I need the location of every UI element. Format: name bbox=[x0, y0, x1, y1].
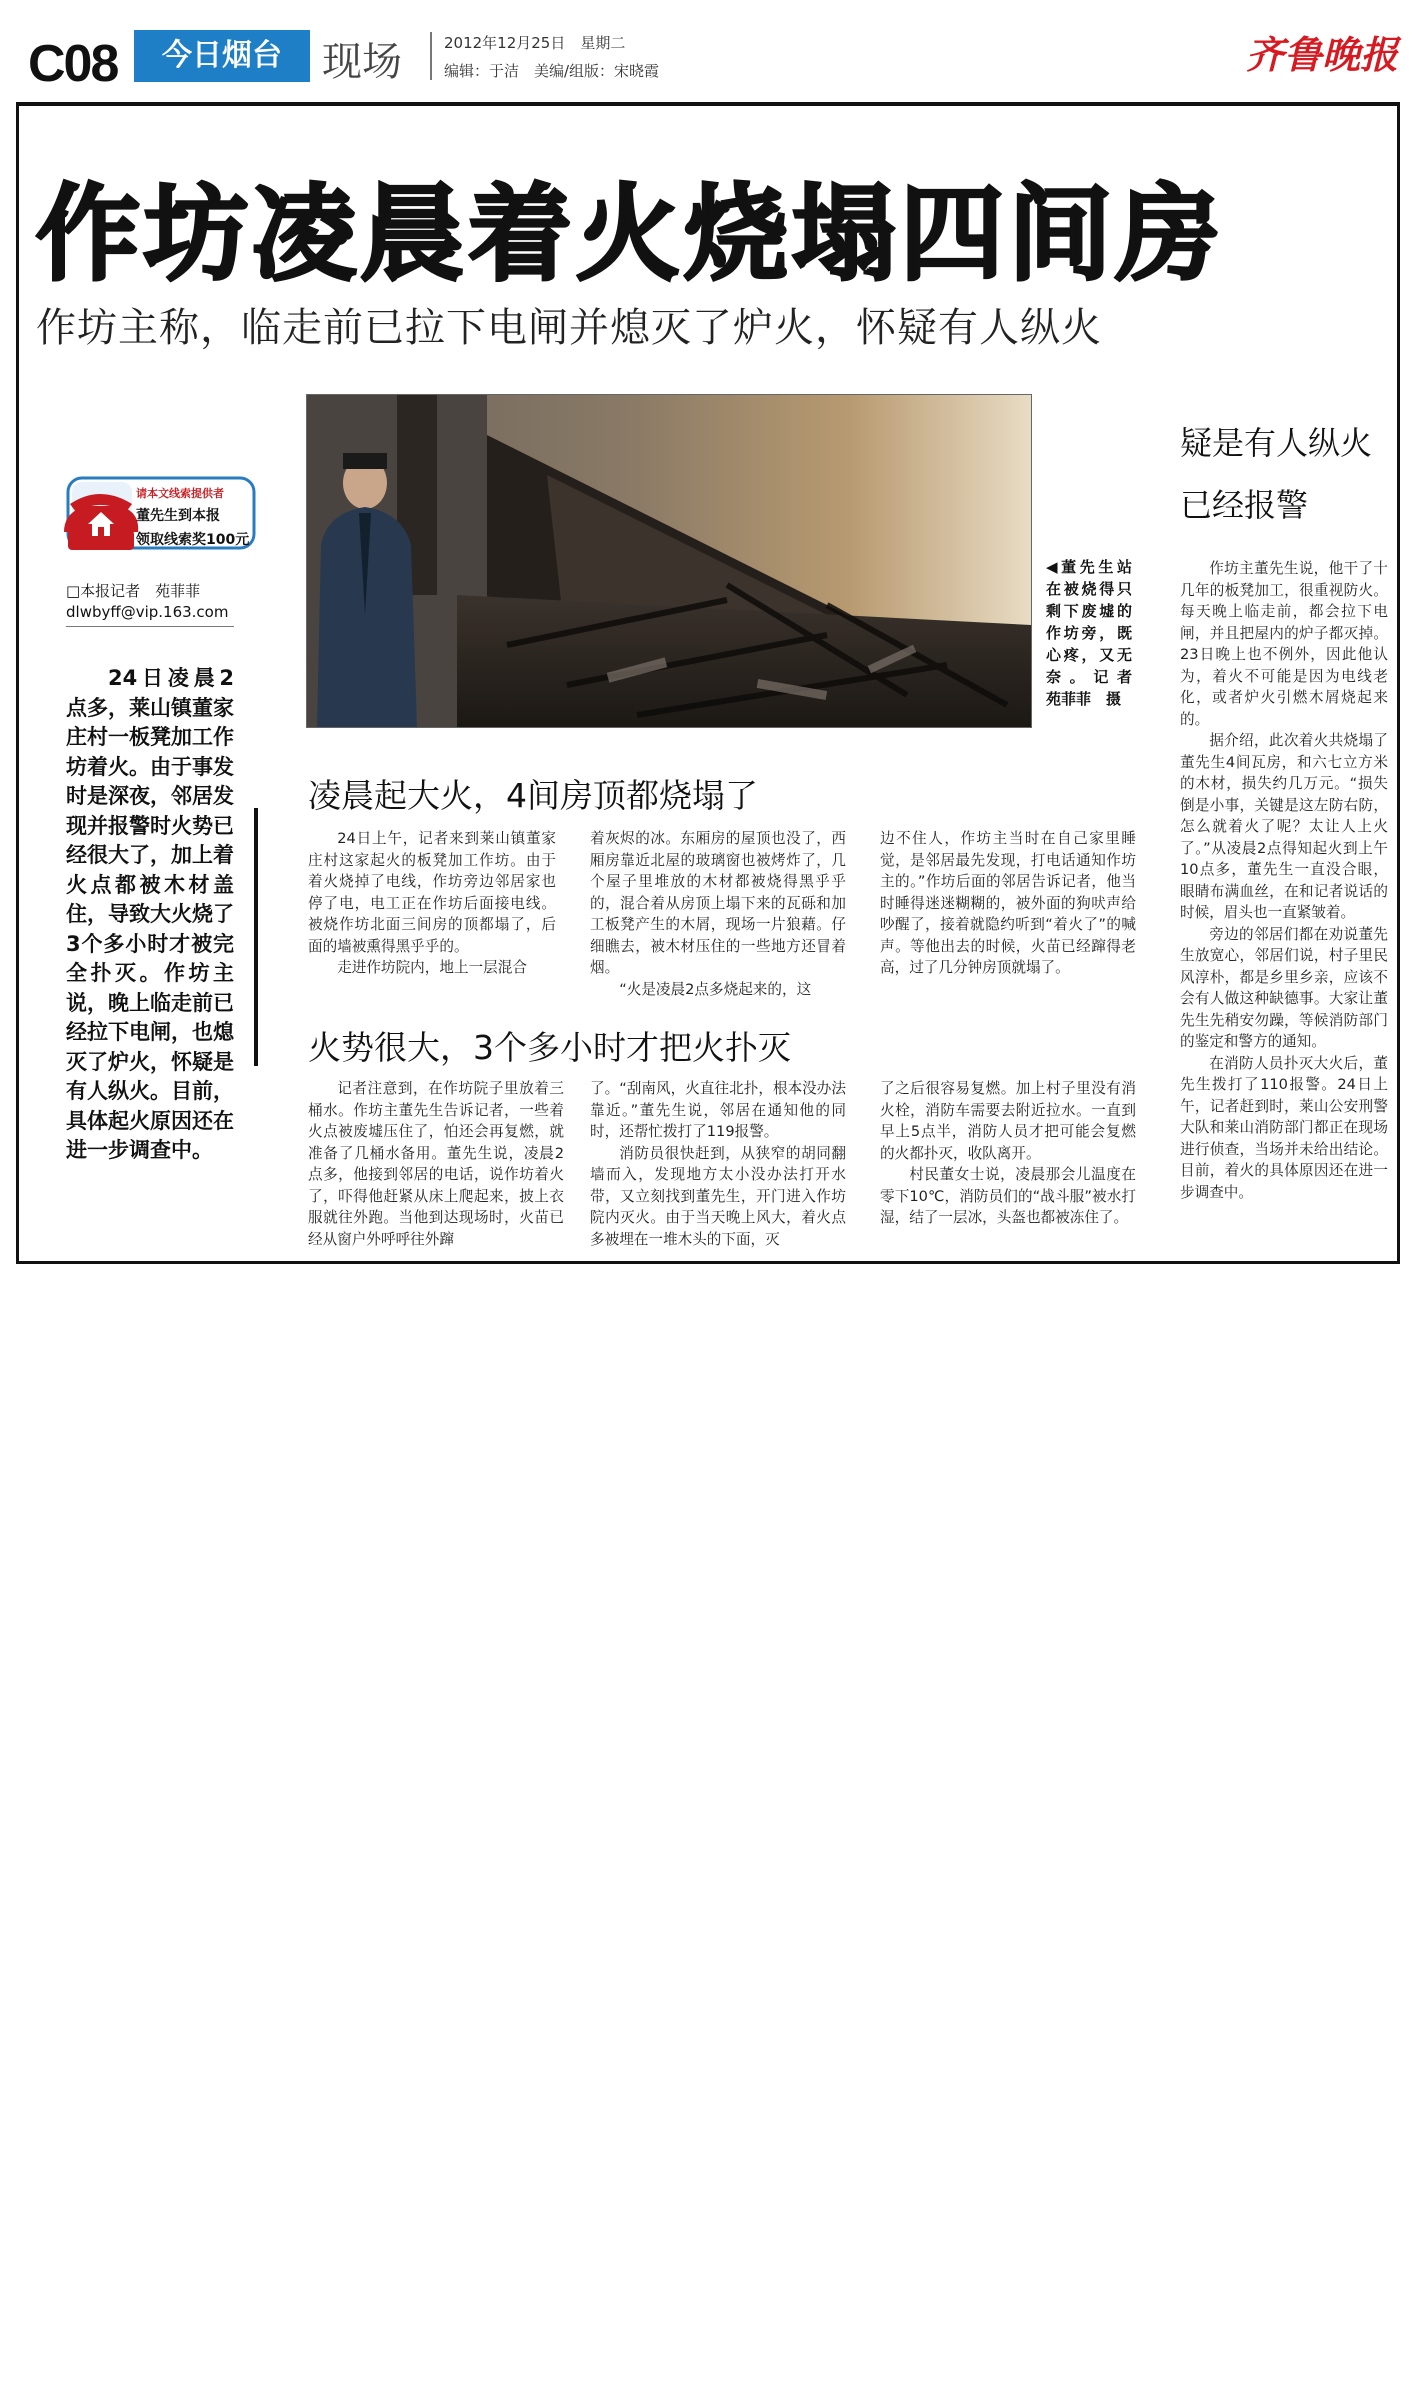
section-1-column-1 bbox=[308, 828, 556, 979]
paragraph: 据介绍，此次着火共烧塌了董先生4间瓦房，和六七立方米的木材，损失约几万元。“损失倒是小事，关键是这左防右防，怎么就着火了呢？太让人上火了。”从凌晨2点得知起火到上午10点多，董先生一直没合眼，眼睛布满血丝，在和记者说话的时候，眉头也一直紧皱着。 bbox=[1180, 732, 1388, 921]
paragraph: 旁边的邻居们都在劝说董先生放宽心，邻居们说，村子里民风淳朴，都是乡里乡亲，应该不会有人做这种缺德事。大家让董先生先稍安勿躁，等候消防部门的鉴定和警方的通知。 bbox=[1180, 925, 1388, 1050]
newspaper-logo: 齐鲁晚报 bbox=[1246, 32, 1399, 77]
page-number: C08 bbox=[28, 35, 118, 93]
lede-text: 24日凌晨2点多，莱山镇董家庄村一板凳加工作坊着火。由于事发时是深夜，邻居发现并报警时火势已经很大了，加上着火点都被木材盖住，导致大火烧了3个多小时才被完全扑灭。作坊主说，晚上临走前已经拉下电闸，也熄灭了炉火，怀疑是有人纵火。目前，具体起火原因还在进一步调查中。 bbox=[66, 666, 234, 1162]
sidebar-heading bbox=[1180, 412, 1372, 536]
section-1-column-3 bbox=[880, 828, 1136, 979]
editor-credits: 编辑：于洁 美编/组版：宋晓霞 bbox=[444, 62, 660, 80]
reporter-email: dlwbyff@vip.163.com bbox=[66, 603, 229, 621]
paragraph: 走进作坊院内，地上一层混合 bbox=[337, 959, 527, 976]
masthead-divider bbox=[430, 32, 432, 80]
byline-divider bbox=[66, 626, 234, 627]
section-2-column-3 bbox=[880, 1078, 1136, 1229]
paragraph: “火是凌晨2点多烧起来的，这 bbox=[619, 980, 812, 998]
paragraph: 作坊主董先生说，他干了十几年的板凳加工，很重视防火。每天晚上临走前，都会拉下电闸，并且把屋内的炉子都灭掉。23日晚上也不例外，因此他认为，着火不可能是因为电线老化，或者炉火引燃木屑烧起来的。 bbox=[1180, 560, 1388, 728]
section-2-column-1 bbox=[308, 1078, 564, 1250]
hotline-line-3: 领取线索奖100元 bbox=[136, 532, 250, 548]
sidebar-heading-line-1: 疑是有人纵火 bbox=[1180, 424, 1373, 462]
issue-date: 2012年12月25日 星期二 bbox=[444, 34, 626, 52]
sidebar-heading-line-2: 已经报警 bbox=[1180, 486, 1309, 524]
byline: □本报记者 苑菲菲 bbox=[66, 582, 201, 600]
paragraph: 边不住人，作坊主当时在自己家里睡觉，是邻居最先发现，打电话通知作坊主的。”作坊后面的邻居告诉记者，他当时睡得迷迷糊糊的，被外面的狗吠声给吵醒了，接着就隐约听到“着火了”的喊声。等他出去的时候，火苗已经蹿得老高，过了几分钟房顶就塌了。 bbox=[880, 830, 1136, 976]
lede-paragraph bbox=[66, 664, 234, 1166]
section-2-heading: 火势很大，3个多小时才把火扑灭 bbox=[308, 1028, 791, 1067]
section-2-column-2 bbox=[590, 1078, 846, 1250]
section-label: 今日烟台 bbox=[134, 30, 310, 82]
fire-scene-photo bbox=[306, 394, 1032, 728]
subheadline: 作坊主称，临走前已拉下电闸并熄灭了炉火，怀疑有人纵火 bbox=[36, 305, 1102, 351]
headline: 作坊凌晨着火烧塌四间房 bbox=[36, 173, 1225, 295]
photo-caption: ◀董先生站在被烧得只剩下废墟的作坊旁，既心疼，又无奈。记者 苑菲菲 摄 bbox=[1046, 558, 1148, 708]
sidebar-body bbox=[1180, 558, 1388, 1203]
paragraph: 24日上午，记者来到莱山镇董家庄村这家起火的板凳加工作坊。由于着火烧掉了电线，作坊旁边邻居家也停了电，电工正在作坊后面接电线。被烧作坊北面三间房的顶都塌了，后面的墙被熏得黑乎乎的。 bbox=[308, 830, 556, 955]
section-1-heading: 凌晨起大火，4间房顶都烧塌了 bbox=[308, 776, 758, 815]
paragraph: 村民董女士说，凌晨那会儿温度在零下10℃，消防员们的“战斗服”被水打湿，结了一层冰，头盔也都被冻住了。 bbox=[880, 1166, 1136, 1226]
paragraph: 在消防人员扑灭大火后，董先生拨打了110报警。24日上午，记者赶到时，莱山公安刑警大队和莱山消防部门都正在现场进行侦查，当场并未给出结论。目前，着火的具体原因还在进一步调查中。 bbox=[1180, 1054, 1388, 1201]
lede-accent-bar bbox=[254, 808, 258, 1066]
paragraph: 记者注意到，在作坊院子里放着三桶水。作坊主董先生告诉记者，一些着火点被废墟压住了，怕还会再复燃，就准备了几桶水备用。董先生说，凌晨2点多，他接到邻居的电话，说作坊着火了，吓得他赶紧从床上爬起来，披上衣服就往外跑。当他到达现场时，火苗已经从窗户外呼呼往外蹿 bbox=[308, 1080, 564, 1248]
hotline-line-1: 请本文线索提供者 bbox=[136, 487, 224, 500]
section-1-column-2 bbox=[590, 828, 846, 1000]
subsection-label: 现场 bbox=[322, 39, 402, 85]
hotline-line-2: 董先生到本报 bbox=[136, 508, 220, 524]
paragraph: 了。“刮南风，火直往北扑，根本没办法靠近。”董先生说，邻居在通知他的同时，还帮忙拨打了119报警。 bbox=[590, 1080, 846, 1140]
paragraph: 着灰烬的冰。东厢房的屋顶也没了，西厢房靠近北屋的玻璃窗也被烤炸了，几个屋子里堆放的木材都被烧得黑乎乎的，混合着从房顶上塌下来的瓦砾和加工板凳产生的木屑，现场一片狼藉。仔细瞧去，被木材压住的一些地方还冒着烟。 bbox=[590, 830, 846, 976]
paragraph: 消防员很快赶到，从狭窄的胡同翻墙而入，发现地方太小没办法打开水带，又立刻找到董先生，开门进入作坊院内灭火。由于当天晚上风大，着火点多被埋在一堆木头的下面，灭 bbox=[590, 1144, 846, 1248]
paragraph: 了之后很容易复燃。加上村子里没有消火栓，消防车需要去附近拉水。一直到早上5点半，消防人员才把可能会复燃的火都扑灭，收队离开。 bbox=[880, 1080, 1136, 1162]
photo-illustration bbox=[307, 395, 1031, 727]
